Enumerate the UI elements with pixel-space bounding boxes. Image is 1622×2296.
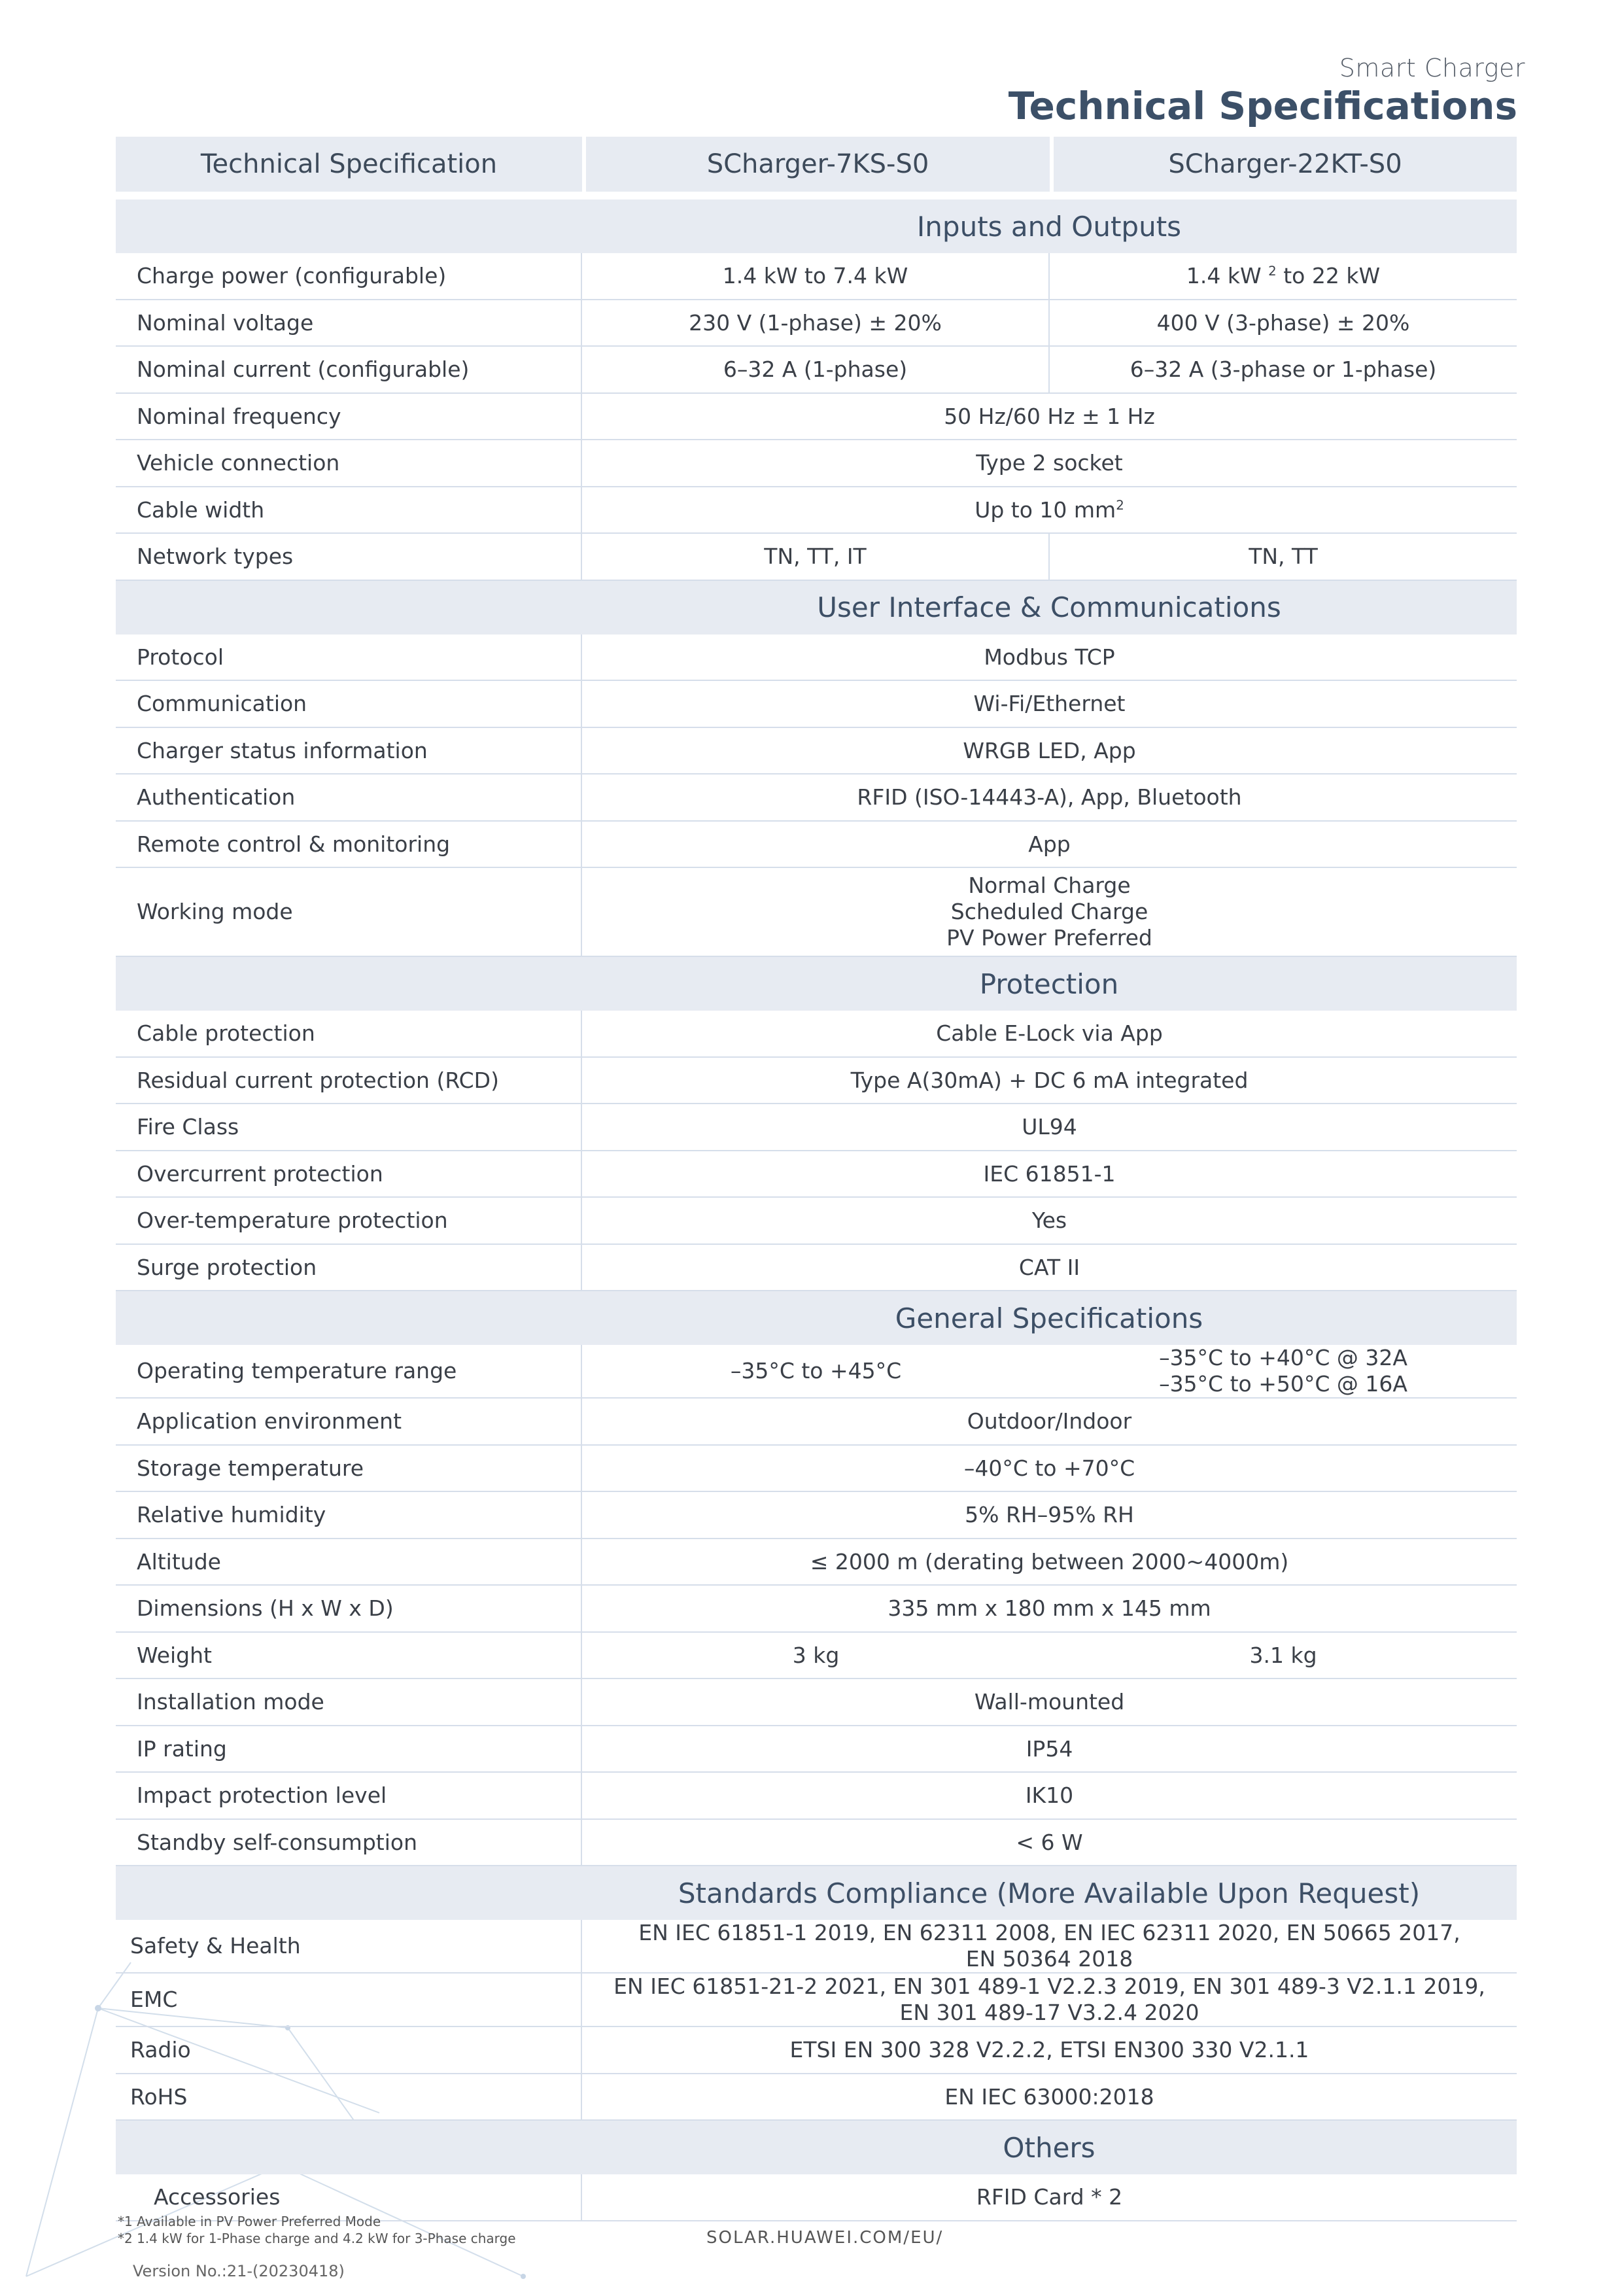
spec-row-safety-health [116, 1920, 1517, 1974]
spec-row-nominal-current [116, 347, 1517, 394]
spec-value: 335 mm x 180 mm x 145 mm [582, 1586, 1517, 1633]
spec-value: 5% RH–95% RH [582, 1492, 1517, 1539]
section-title: Inputs and Outputs [916, 210, 1182, 243]
spec-value: CAT II [582, 1245, 1517, 1292]
column-header-7ks: SCharger-7KS-S0 [582, 137, 1050, 192]
spec-row-radio [116, 2027, 1517, 2074]
spec-label: Standby self-consumption [116, 1820, 582, 1867]
spec-label: Overcurrent protection [116, 1151, 582, 1198]
spec-label: Vehicle connection [116, 440, 582, 487]
document-title: Technical Specifications [1008, 84, 1517, 128]
spec-label: Storage temperature [116, 1446, 582, 1493]
spec-value: IP54 [582, 1726, 1517, 1773]
spec-label: RoHS [116, 2074, 582, 2121]
spec-value: EN IEC 63000:2018 [582, 2074, 1517, 2121]
footnote-2: *2 1.4 kW for 1-Phase charge and 4.2 kW for 3-Phase charge [118, 2231, 516, 2246]
spec-label: Cable protection [116, 1011, 582, 1058]
spec-value-22kt [1050, 1345, 1517, 1399]
section-title: Others [1003, 2131, 1096, 2164]
spec-value-line: Scheduled Charge [950, 899, 1148, 924]
spec-value-line: –35°C to +50°C @ 16A [1159, 1371, 1407, 1397]
spec-value-22kt [1050, 253, 1517, 300]
spec-value: WRGB LED, App [582, 728, 1517, 775]
spec-value-part: to 22 kW [1283, 263, 1381, 289]
spec-value: –40°C to +70°C [582, 1446, 1517, 1493]
spec-value: < 6 W [582, 1820, 1517, 1867]
section-header-protection [116, 957, 1517, 1011]
spec-value: IEC 61851-1 [582, 1151, 1517, 1198]
spec-row-status-info [116, 728, 1517, 775]
spec-value-22kt: 400 V (3-phase) ± 20% [1050, 300, 1517, 347]
column-header-row [116, 137, 1517, 192]
spec-row-overcurrent [116, 1151, 1517, 1198]
column-header-22kt: SCharger-22KT-S0 [1050, 137, 1517, 192]
spec-label: Nominal current (configurable) [116, 347, 582, 394]
spec-label: Cable width [116, 487, 582, 534]
spec-value: RFID Card * 2 [582, 2174, 1517, 2221]
spec-row-dimensions [116, 1586, 1517, 1633]
spec-row-nominal-voltage [116, 300, 1517, 347]
section-header-others [116, 2121, 1517, 2174]
spec-value: RFID (ISO-14443-A), App, Bluetooth [582, 774, 1517, 822]
spec-row-network-types [116, 534, 1517, 581]
spec-value: Type A(30mA) + DC 6 mA integrated [582, 1058, 1517, 1105]
section-header-general [116, 1291, 1517, 1345]
spec-row-cable-width [116, 487, 1517, 534]
footnote-marker: 2 [1268, 264, 1277, 279]
spec-label: Charger status information [116, 728, 582, 775]
spec-value: ≤ 2000 m (derating between 2000~4000m) [582, 1539, 1517, 1586]
spec-label: Charge power (configurable) [116, 253, 582, 300]
section-header-standards [116, 1866, 1517, 1920]
spec-label: IP rating [116, 1726, 582, 1773]
spec-value-7ks: TN, TT, IT [582, 534, 1050, 581]
spec-row-vehicle-connection [116, 440, 1517, 487]
spec-row-authentication [116, 774, 1517, 822]
spec-value: App [582, 822, 1517, 869]
spec-label: Operating temperature range [116, 1345, 582, 1399]
spec-value: ETSI EN 300 328 V2.2.2, ETSI EN300 330 V2.1.1 [582, 2027, 1517, 2074]
section-title: Standards Compliance (More Available Upon Request) [678, 1877, 1421, 1909]
spec-value [582, 487, 1517, 534]
spec-value-7ks: 6–32 A (1-phase) [582, 347, 1050, 394]
spec-label: Authentication [116, 774, 582, 822]
section-header-inputs-outputs [116, 200, 1517, 253]
spec-row-weight [116, 1633, 1517, 1680]
spec-row-humidity [116, 1492, 1517, 1539]
spec-label: Impact protection level [116, 1773, 582, 1820]
spec-value: Cable E-Lock via App [582, 1011, 1517, 1058]
section-title: User Interface & Communications [817, 591, 1281, 623]
spec-table [116, 137, 1517, 2221]
spec-row-communication [116, 681, 1517, 728]
spec-value: Wall-mounted [582, 1679, 1517, 1726]
spec-value: Wi-Fi/Ethernet [582, 681, 1517, 728]
spec-label: Communication [116, 681, 582, 728]
spec-value-7ks: 230 V (1-phase) ± 20% [582, 300, 1050, 347]
spec-value-line: –35°C to +40°C @ 32A [1159, 1345, 1407, 1370]
spec-row-nominal-frequency [116, 394, 1517, 441]
spec-value-7ks: 3 kg [582, 1633, 1050, 1680]
spec-value-part: 1.4 kW [1186, 263, 1262, 289]
spec-value-part: Up to 10 mm [975, 496, 1116, 523]
spec-row-rcd [116, 1058, 1517, 1105]
spec-row-operating-temp [116, 1345, 1517, 1399]
spec-label: Dimensions (H x W x D) [116, 1586, 582, 1633]
spec-row-fire-class [116, 1104, 1517, 1151]
spec-value [582, 1920, 1517, 1974]
spec-label: Nominal frequency [116, 394, 582, 441]
spec-label: Residual current protection (RCD) [116, 1058, 582, 1105]
spec-value-line: Normal Charge [968, 873, 1131, 898]
spec-label: Safety & Health [116, 1920, 582, 1974]
spec-row-application-environment [116, 1399, 1517, 1446]
superscript: 2 [1116, 497, 1124, 513]
spec-value-line: EN 301 489-17 V3.2.4 2020 [899, 2000, 1199, 2025]
spec-value-22kt: 3.1 kg [1050, 1633, 1517, 1680]
column-header-spec: Technical Specification [116, 137, 582, 192]
spec-row-altitude [116, 1539, 1517, 1586]
spec-value: UL94 [582, 1104, 1517, 1151]
spec-value-line: EN 50364 2018 [965, 1946, 1133, 1972]
spec-value: 50 Hz/60 Hz ± 1 Hz [582, 394, 1517, 441]
spec-row-overtemp [116, 1198, 1517, 1245]
spec-row-cable-protection [116, 1011, 1517, 1058]
spec-value: Type 2 socket [582, 440, 1517, 487]
spec-value-line: PV Power Preferred [946, 925, 1152, 950]
spec-row-protocol [116, 635, 1517, 682]
spec-row-installation [116, 1679, 1517, 1726]
spec-label: Weight [116, 1633, 582, 1680]
spec-label: EMC [116, 1974, 582, 2027]
spec-label: Accessories [116, 2174, 582, 2221]
spec-value-22kt: TN, TT [1050, 534, 1517, 581]
spec-label: Fire Class [116, 1104, 582, 1151]
spec-value-line: EN IEC 61851-1 2019, EN 62311 2008, EN IEC 62311 2020, EN 50665 2017, [638, 1920, 1460, 1945]
spec-label: Protocol [116, 635, 582, 682]
spec-value-22kt: 6–32 A (3-phase or 1-phase) [1050, 347, 1517, 394]
spec-row-storage-temp [116, 1446, 1517, 1493]
spec-row-rohs [116, 2074, 1517, 2121]
spec-value [582, 1974, 1517, 2027]
spec-label: Working mode [116, 868, 582, 957]
website-url: SOLAR.HUAWEI.COM/EU/ [706, 2228, 944, 2248]
spec-label: Nominal voltage [116, 300, 582, 347]
spec-value-7ks: –35°C to +45°C [582, 1345, 1050, 1399]
section-title: Protection [979, 967, 1119, 1000]
spec-value-line: EN IEC 61851-21-2 2021, EN 301 489-1 V2.2.3 2019, EN 301 489-3 V2.1.1 2019, [613, 1974, 1485, 1999]
version-number: Version No.:21-(20230418) [133, 2262, 345, 2280]
footnote-1: *1 Available in PV Power Preferred Mode [118, 2214, 381, 2229]
section-header-ui-communications [116, 581, 1517, 635]
spec-row-emc [116, 1974, 1517, 2027]
spec-row-charge-power [116, 253, 1517, 300]
spec-row-standby [116, 1820, 1517, 1867]
spec-label: Radio [116, 2027, 582, 2074]
spec-value: Modbus TCP [582, 635, 1517, 682]
spec-row-remote-control [116, 822, 1517, 869]
spec-label: Surge protection [116, 1245, 582, 1292]
spec-label: Network types [116, 534, 582, 581]
spec-value-7ks: 1.4 kW to 7.4 kW [582, 253, 1050, 300]
spec-label: Installation mode [116, 1679, 582, 1726]
document-subtitle: Smart Charger [1339, 54, 1525, 82]
spec-row-working-mode [116, 868, 1517, 957]
spec-row-impact [116, 1773, 1517, 1820]
spec-row-ip-rating [116, 1726, 1517, 1773]
spec-label: Altitude [116, 1539, 582, 1586]
spec-value: Outdoor/Indoor [582, 1399, 1517, 1446]
spec-value: Yes [582, 1198, 1517, 1245]
spec-label: Over-temperature protection [116, 1198, 582, 1245]
spec-label: Relative humidity [116, 1492, 582, 1539]
spec-value [582, 868, 1517, 957]
section-title: General Specifications [895, 1302, 1203, 1334]
spec-label: Application environment [116, 1399, 582, 1446]
spec-value: IK10 [582, 1773, 1517, 1820]
spec-row-surge [116, 1245, 1517, 1292]
spec-label: Remote control & monitoring [116, 822, 582, 869]
